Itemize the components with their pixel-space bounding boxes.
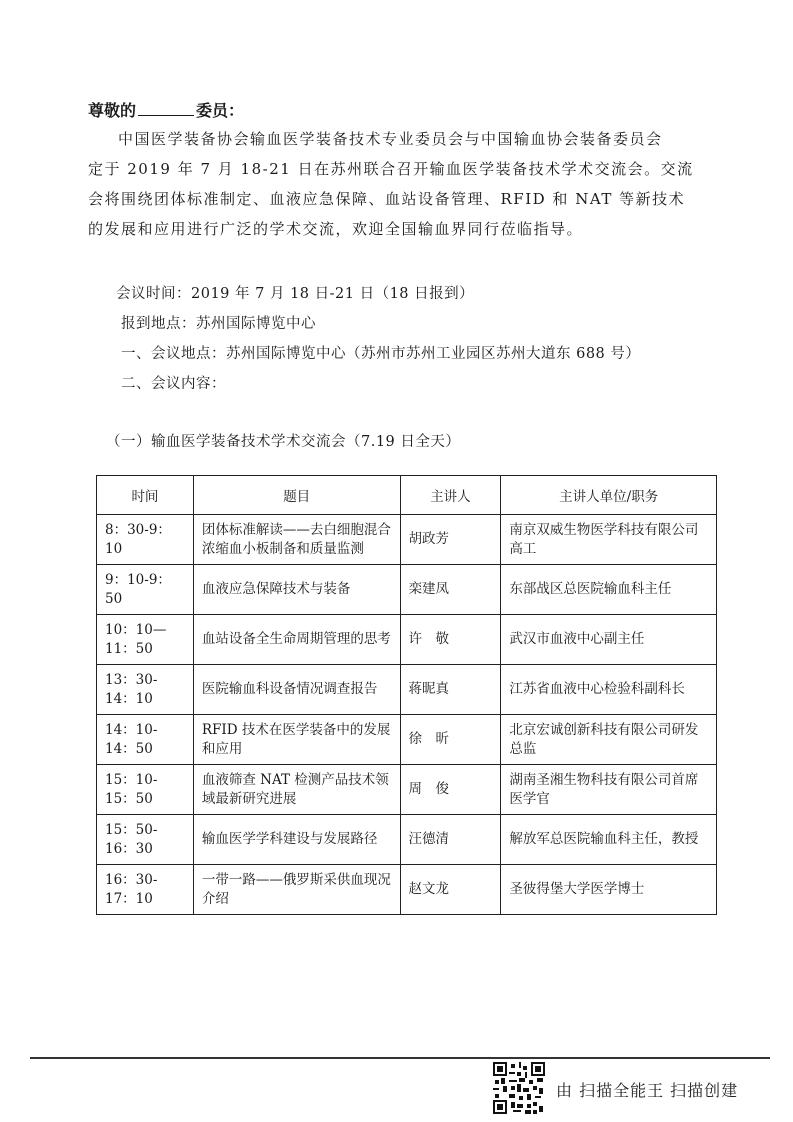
cell-speaker: 栾建凤 <box>400 565 501 615</box>
header-speaker: 主讲人 <box>400 476 501 515</box>
meeting-time: 会议时间：2019 年 7 月 18 日-21 日（18 日报到） <box>116 286 475 302</box>
table-row <box>97 815 717 865</box>
cell-time: 10：10—11：50 <box>97 615 194 665</box>
cell-unit: 武汉市血液中心副主任 <box>501 615 717 665</box>
cell-time: 13：30-14：10 <box>97 665 194 715</box>
meeting-venue: 一、会议地点：苏州国际博览中心（苏州市苏州工业园区苏州大道东 688 号） <box>121 346 641 362</box>
table-row <box>97 765 717 815</box>
table-row <box>97 865 717 915</box>
cell-time: 9：10-9：50 <box>97 565 194 615</box>
cell-topic: 医院输血科设备情况调查报告 <box>193 665 400 715</box>
cell-unit: 东部战区总医院输血科主任 <box>501 565 717 615</box>
header-time: 时间 <box>97 476 194 515</box>
cell-time: 16：30-17：10 <box>97 865 194 915</box>
cell-speaker: 胡政芳 <box>400 515 501 565</box>
cell-unit: 圣彼得堡大学医学博士 <box>501 865 717 915</box>
checkin-location: 报到地点：苏州国际博览中心 <box>121 316 316 332</box>
header-unit: 主讲人单位/职务 <box>501 476 717 515</box>
cell-time: 8：30-9：10 <box>97 515 194 565</box>
cell-speaker: 徐 昕 <box>400 715 501 765</box>
cell-unit: 南京双威生物医学科技有限公司高工 <box>501 515 717 565</box>
meeting-content-heading: 二、会议内容： <box>121 376 226 392</box>
cell-topic: 血液应急保障技术与装备 <box>193 565 400 615</box>
intro-line: 会将围绕团体标准制定、血液应急保障、血站设备管理、RFID 和 NAT 等新技术 <box>88 190 686 208</box>
cell-topic: 一带一路——俄罗斯采供血现况介绍 <box>193 865 400 915</box>
cell-unit: 北京宏诚创新科技有限公司研发总监 <box>501 715 717 765</box>
qr-code-icon <box>493 1062 545 1114</box>
cell-time: 15：10-15：50 <box>97 765 194 815</box>
intro-line: 中国医学装备协会输血医学装备技术专业委员会与中国输血协会装备委员会 <box>118 130 663 148</box>
cell-speaker: 周 俊 <box>400 765 501 815</box>
cell-unit: 江苏省血液中心检验科副科长 <box>501 665 717 715</box>
cell-unit: 湖南圣湘生物科技有限公司首席医学官 <box>501 765 717 815</box>
schedule-table <box>96 475 717 915</box>
salutation-prefix: 尊敬的 <box>88 101 137 120</box>
intro-line: 定于 2019 年 7 月 18-21 日在苏州联合召开输血医学装备技术学术交流会。交流 <box>88 160 694 178</box>
table-row <box>97 515 717 565</box>
cell-time: 14：10-14：50 <box>97 715 194 765</box>
header-topic: 题目 <box>193 476 400 515</box>
cell-time: 15：50-16：30 <box>97 815 194 865</box>
cell-topic: 输血医学学科建设与发展路径 <box>193 815 400 865</box>
table-row <box>97 615 717 665</box>
section-title: （一）输血医学装备技术学术交流会（7.19 日全天） <box>106 434 461 450</box>
cell-topic: 血液筛查 NAT 检测产品技术领域最新研究进展 <box>193 765 400 815</box>
salutation <box>88 98 244 121</box>
salutation-suffix: 委员： <box>196 101 245 120</box>
table-header-row <box>97 476 717 515</box>
table-row <box>97 565 717 615</box>
table-row <box>97 715 717 765</box>
cell-topic: 团体标准解读——去白细胞混合浓缩血小板制备和质量监测 <box>193 515 400 565</box>
cell-topic: 血站设备全生命周期管理的思考 <box>193 615 400 665</box>
intro-paragraph <box>88 124 718 244</box>
cell-speaker: 汪德清 <box>400 815 501 865</box>
footer-divider <box>30 1057 770 1059</box>
cell-speaker: 蒋昵真 <box>400 665 501 715</box>
name-blank <box>138 103 194 116</box>
cell-speaker: 赵文龙 <box>400 865 501 915</box>
scanner-watermark: 由 扫描全能王 扫描创建 <box>556 1081 739 1100</box>
cell-topic: RFID 技术在医学装备中的发展和应用 <box>193 715 400 765</box>
intro-line: 的发展和应用进行广泛的学术交流，欢迎全国输血界同行莅临指导。 <box>88 220 584 238</box>
cell-speaker: 许 敬 <box>400 615 501 665</box>
table-row <box>97 665 717 715</box>
cell-unit: 解放军总医院输血科主任，教授 <box>501 815 717 865</box>
